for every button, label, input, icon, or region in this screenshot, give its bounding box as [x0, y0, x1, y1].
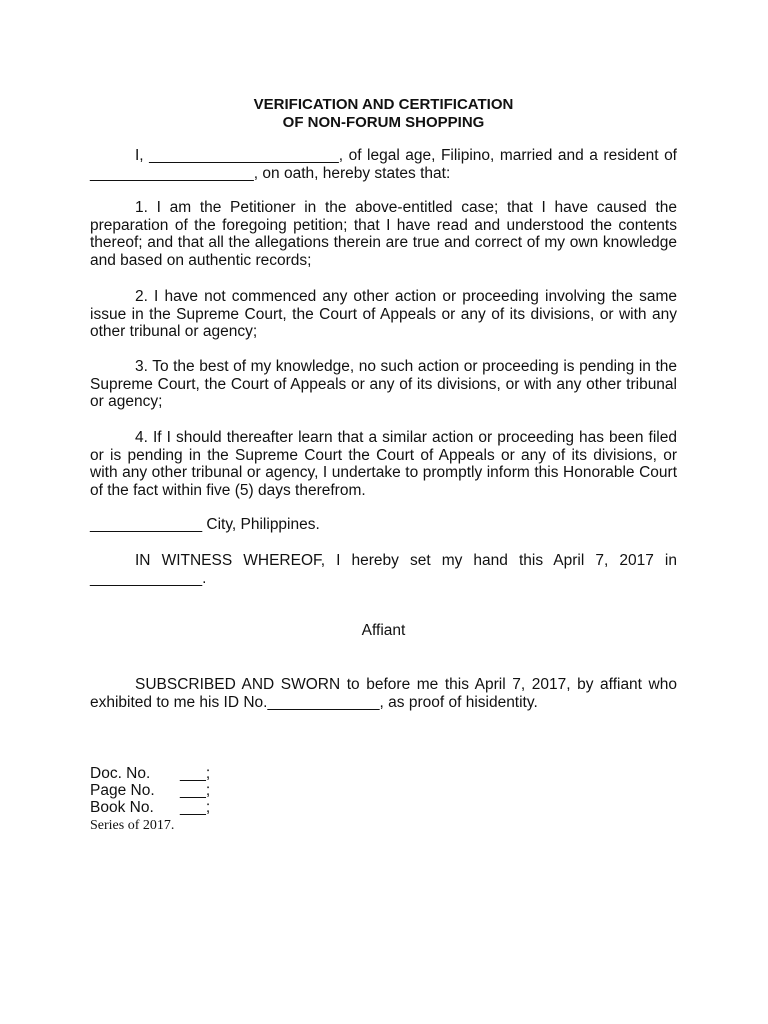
intro-paragraph: I, ______________________, of legal age, Filipino, married and a resident of ___________________, on oath, hereby states that:: [90, 147, 677, 182]
affiant-label: Affiant: [361, 622, 406, 639]
doc-no-label: Doc. No.: [90, 765, 151, 782]
paragraph-item-3: 3. To the best of my knowledge, no such action or proceeding is pending in the Supreme Court, the Court of Appeals or any of its divisions, or with any other tribunal or agency;: [90, 358, 677, 410]
book-no-value: ___;: [180, 799, 211, 816]
paragraph-item-4: 4. If I should thereafter learn that a similar action or proceeding has been filed or is pending in the Supreme Court the Court of Appeals or any of its divisions, or with any other tribunal or agency, I undertake to promptly inform this Honorable Court of the fact within five (5) days therefrom.: [90, 429, 677, 499]
paragraph-item-1: 1. I am the Petitioner in the above-entitled case; that I have caused the preparation of the foregoing petition; that I have read and understood the contents thereof; and that all the allegations therein are true and correct of my own knowledge and based on authentic records;: [90, 199, 677, 269]
series-line: Series of 2017.: [90, 818, 175, 833]
document-title-line-2: OF NON-FORUM SHOPPING: [282, 114, 485, 131]
book-no-line: [90, 799, 210, 817]
document-title-line-1: VERIFICATION AND CERTIFICATION: [253, 96, 514, 113]
subscribed-paragraph: SUBSCRIBED AND SWORN to before me this April 7, 2017, by affiant who exhibited to me his ID No._____________, as proof of hisidentity.: [90, 676, 677, 711]
doc-no-value: ___;: [180, 765, 211, 782]
witness-paragraph: IN WITNESS WHEREOF, I hereby set my hand this April 7, 2017 in _____________.: [90, 552, 677, 587]
doc-no-line: [90, 765, 210, 783]
city-line: _____________ City, Philippines.: [90, 516, 320, 533]
page-no-label: Page No.: [90, 782, 155, 799]
page-no-value: ___;: [180, 782, 211, 799]
page-no-line: [90, 782, 210, 800]
book-no-label: Book No.: [90, 799, 154, 816]
paragraph-item-2: 2. I have not commenced any other action or proceeding involving the same issue in the Supreme Court, the Court of Appeals or any of its divisions, or with any other tribunal or agency;: [90, 288, 677, 340]
